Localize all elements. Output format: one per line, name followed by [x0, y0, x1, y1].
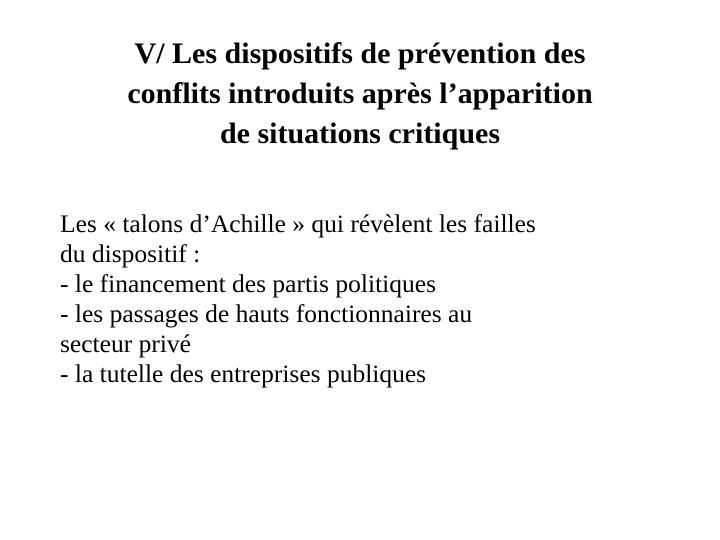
- slide-title: [40, 34, 680, 154]
- list-item-continuation: secteur privé: [60, 329, 191, 358]
- title-line: de situations critiques: [219, 117, 501, 150]
- intro-line-continuation: du dispositif :: [60, 239, 201, 268]
- slide-body: [60, 209, 680, 389]
- intro-line: Les « talons d’Achille » qui révèlent les failles: [60, 209, 536, 238]
- list-item-text: - la tutelle des entreprises publiques: [60, 359, 427, 388]
- list-item: [60, 299, 680, 359]
- list-item-text: - les passages de hauts fonctionnaires au: [60, 299, 473, 328]
- title-line: conflits introduits après l’apparition: [127, 77, 593, 110]
- list-item: [60, 359, 680, 389]
- list-item: [60, 269, 680, 299]
- title-line: V/ Les dispositifs de prévention des: [134, 37, 586, 70]
- intro-paragraph: [60, 209, 680, 269]
- list-item-text: - le financement des partis politiques: [60, 269, 437, 298]
